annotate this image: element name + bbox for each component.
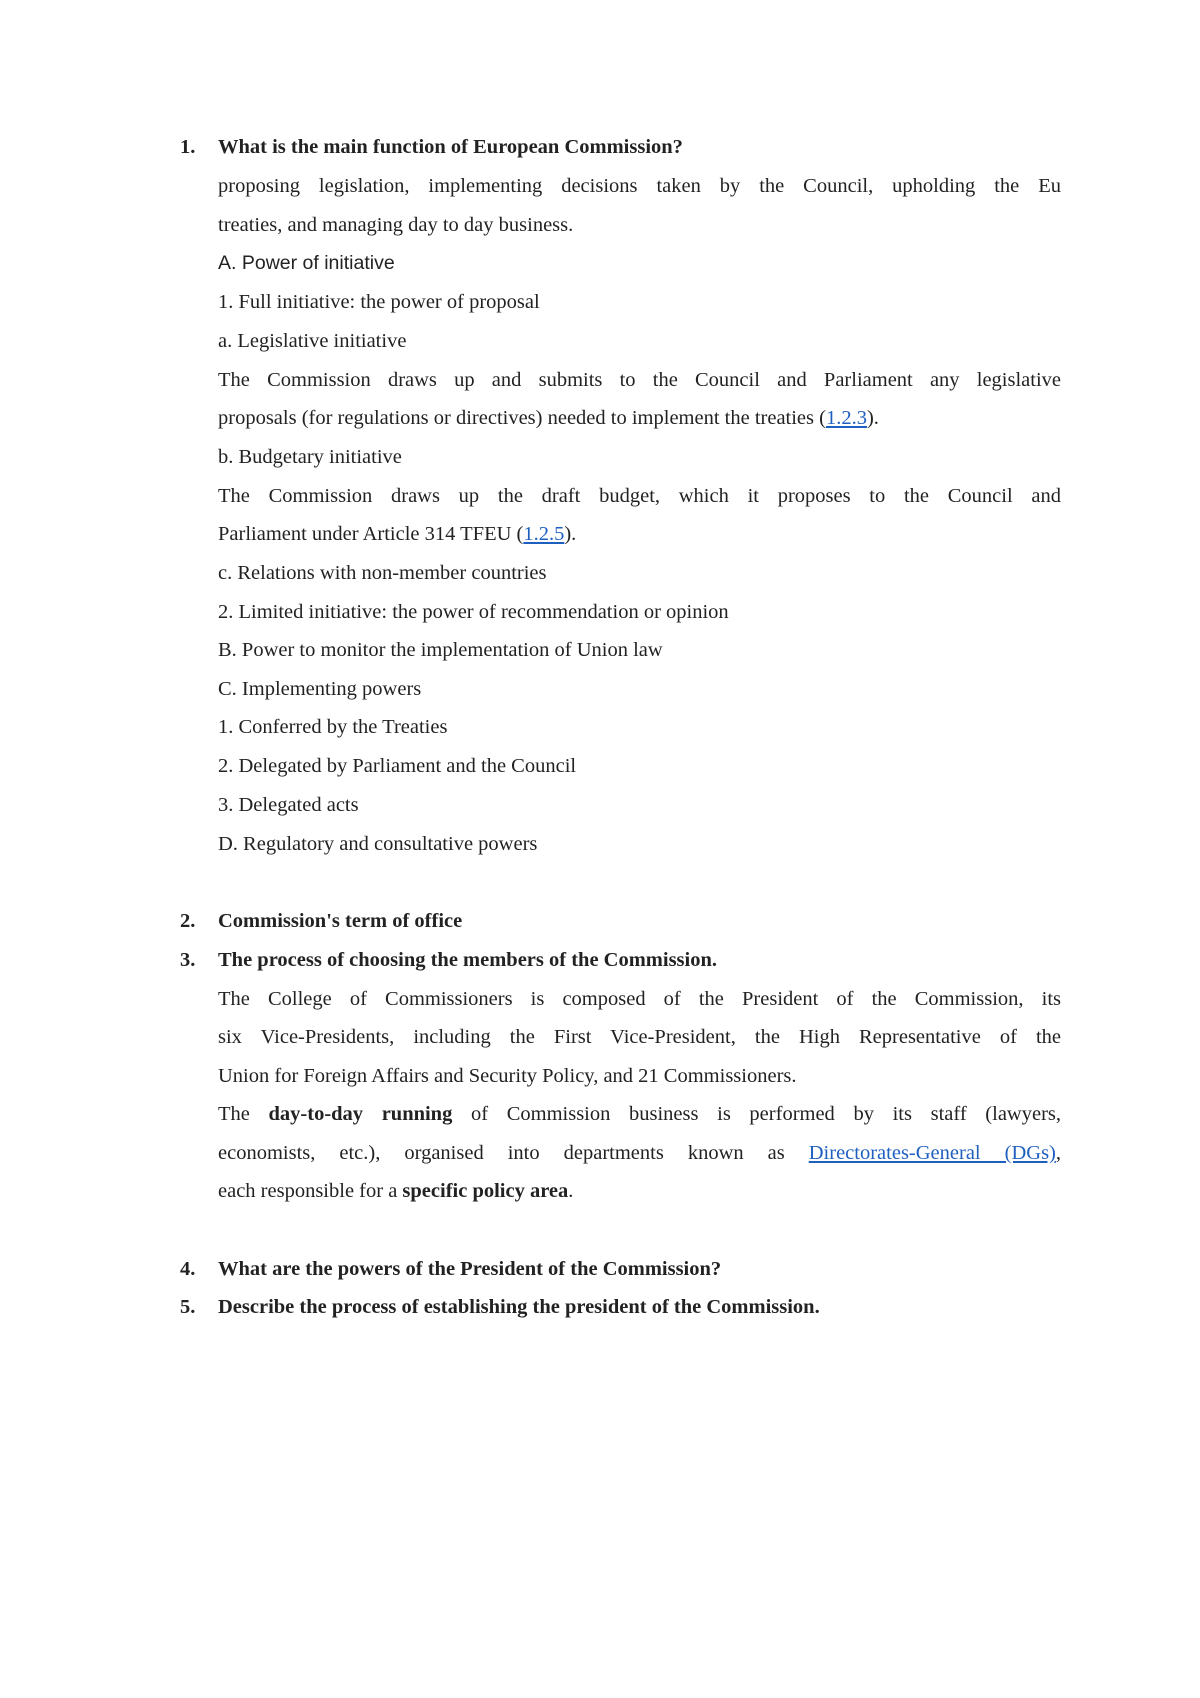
bold-text: specific policy area <box>402 1180 569 1202</box>
paragraph-text <box>218 1140 1061 1166</box>
text-run: ). <box>866 407 879 429</box>
section-heading: C. Implementing powers <box>218 678 422 700</box>
question-title: Commission's term of office <box>218 910 463 932</box>
text-run: economists, etc.), organised into departments known as <box>218 1142 809 1164</box>
paragraph-text: The Commission draws up and submits to the Council and Parliament any legislative <box>218 369 1061 391</box>
paragraph-text: The College of Commissioners is composed of the President of the Commission, its <box>218 988 1061 1010</box>
section-heading: B. Power to monitor the implementation of Union law <box>218 639 663 661</box>
text-run: , <box>1055 1142 1062 1164</box>
question-title: What is the main function of European Commission? <box>218 136 683 158</box>
bold-text: day-to-day running <box>268 1103 453 1125</box>
paragraph-text: Union for Foreign Affairs and Security Policy, and 21 Commissioners. <box>218 1065 797 1087</box>
paragraph-text <box>218 405 879 431</box>
text-run: of Commission business is performed by its staff (lawyers, <box>452 1103 1061 1125</box>
reference-link[interactable]: 1.2.3 <box>825 407 867 429</box>
question-number: 3. <box>180 949 196 971</box>
question-number: 1. <box>180 136 196 158</box>
paragraph-text <box>218 1178 573 1204</box>
answer-text: treaties, and managing day to day business. <box>218 214 574 236</box>
question-title: The process of choosing the members of the Commission. <box>218 949 717 971</box>
paragraph-text <box>218 1101 1061 1127</box>
list-item: 1. Conferred by the Treaties <box>218 716 448 738</box>
reference-link[interactable]: 1.2.5 <box>523 523 565 545</box>
text-run: The <box>218 1103 269 1125</box>
list-item: 2. Delegated by Parliament and the Council <box>218 755 577 777</box>
question-title: What are the powers of the President of the Commission? <box>218 1258 722 1280</box>
text-run: ). <box>564 523 577 545</box>
list-item: a. Legislative initiative <box>218 330 407 352</box>
paragraph-text <box>218 521 576 547</box>
answer-text: proposing legislation, implementing decisions taken by the Council, upholding the Eu <box>218 175 1061 197</box>
question-number: 5. <box>180 1296 196 1318</box>
list-item: 1. Full initiative: the power of proposal <box>218 291 540 313</box>
paragraph-text: The Commission draws up the draft budget, which it proposes to the Council and <box>218 485 1061 507</box>
section-heading: D. Regulatory and consultative powers <box>218 833 538 855</box>
question-number: 2. <box>180 910 196 932</box>
list-item: 3. Delegated acts <box>218 794 359 816</box>
section-heading: A. Power of initiative <box>218 252 395 274</box>
text-run: Parliament under Article 314 TFEU ( <box>218 523 524 545</box>
question-title: Describe the process of establishing the president of the Commission. <box>218 1296 820 1318</box>
text-run: . <box>568 1180 574 1202</box>
list-item: b. Budgetary initiative <box>218 446 402 468</box>
text-run: proposals (for regulations or directives) needed to implement the treaties ( <box>218 407 826 429</box>
list-item: 2. Limited initiative: the power of recommendation or opinion <box>218 601 729 623</box>
question-number: 4. <box>180 1258 196 1280</box>
list-item: c. Relations with non-member countries <box>218 562 547 584</box>
directorates-general-link[interactable]: Directorates-General (DGs) <box>808 1142 1056 1164</box>
text-run: each responsible for a <box>218 1180 403 1202</box>
paragraph-text: six Vice-Presidents, including the First Vice-President, the High Representative of the <box>218 1026 1061 1048</box>
